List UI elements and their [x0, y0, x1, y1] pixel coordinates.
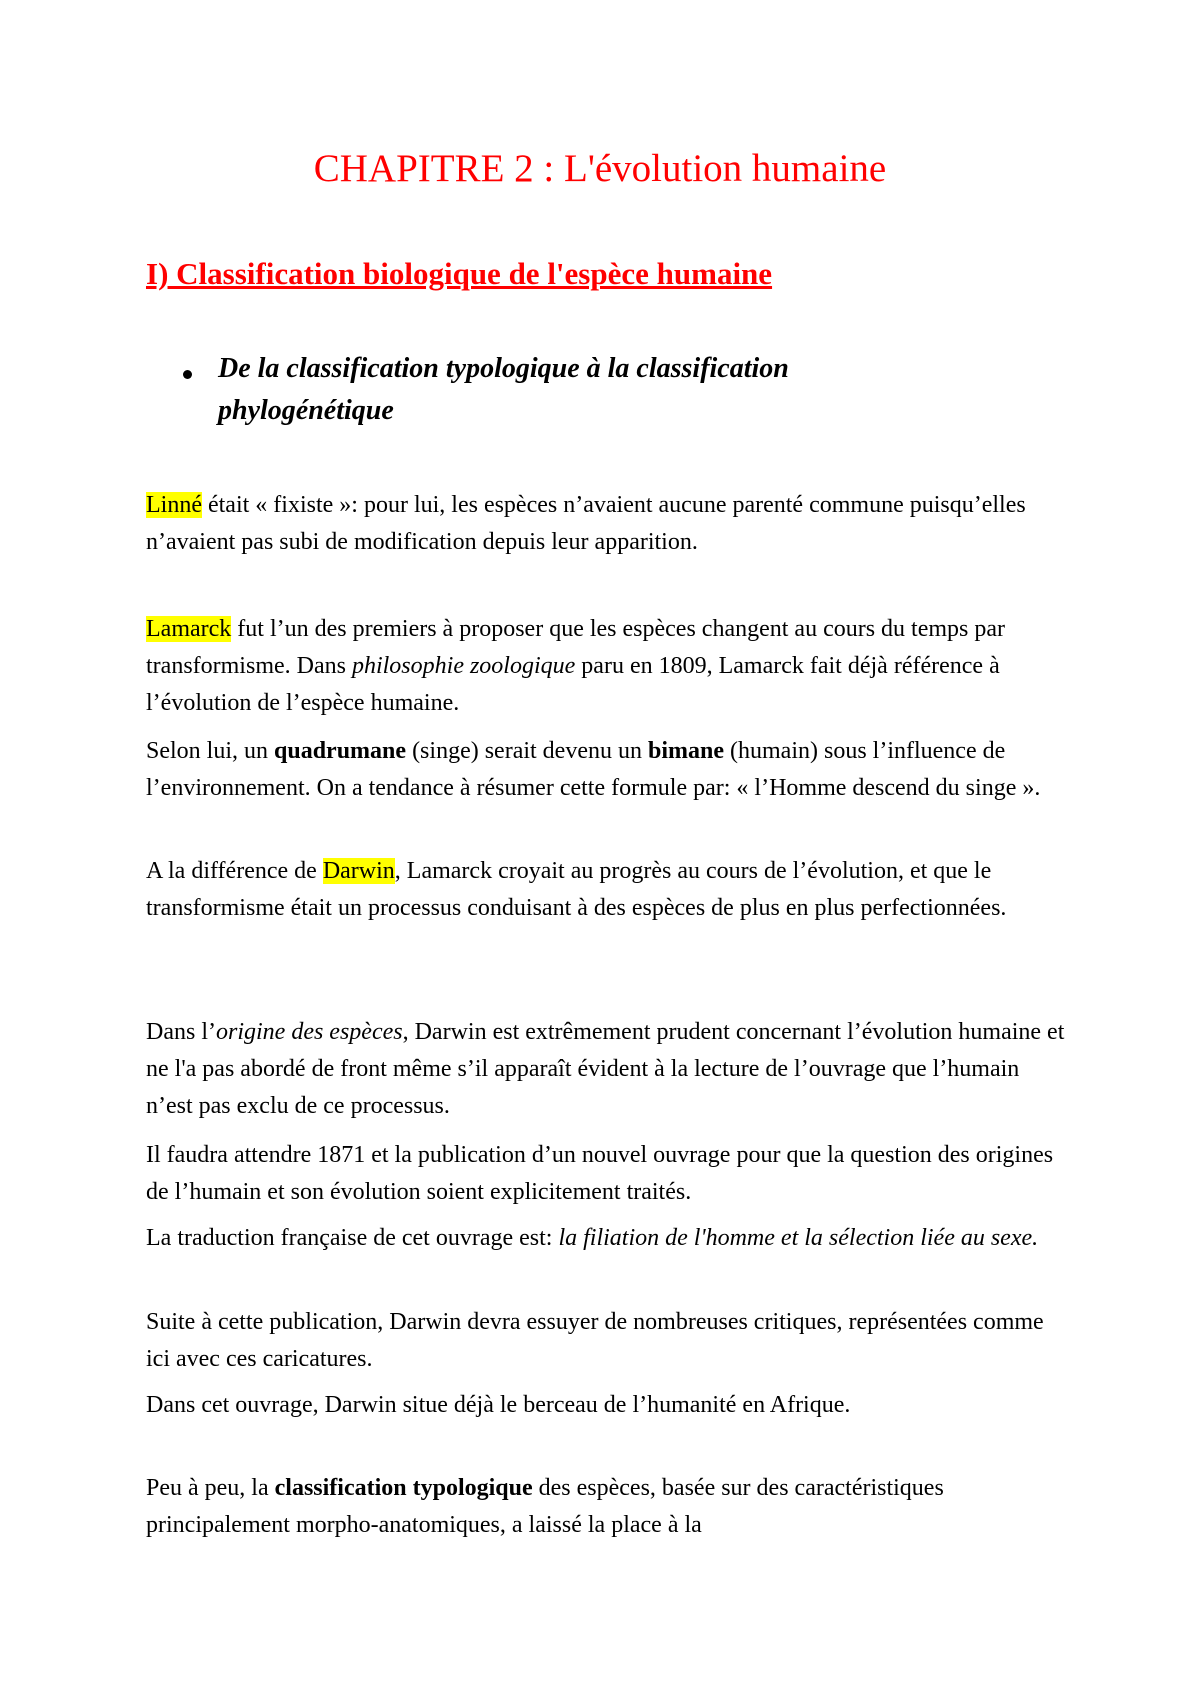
- paragraph-critiques: Suite à cette publication, Darwin devra essuyer de nombreuses critiques, représentées comme ici avec ces caricatures.: [146, 1309, 1044, 1372]
- paragraph-text: (humain) sous l’influence de l’environnement. On a tendance à résumer cette formule par: « l’Homme descend du singe ».: [146, 738, 1041, 801]
- term-bold: classification typologique: [274, 1475, 533, 1501]
- bullet-item: [180, 348, 940, 432]
- paragraph-linne: [146, 487, 1066, 561]
- book-title-italic: philosophie zoologique: [351, 653, 576, 679]
- paragraph-traduction: [146, 1220, 1066, 1257]
- paragraph-classification: [146, 1470, 1066, 1544]
- paragraph-selon-lui: [146, 733, 1066, 807]
- bullet-text: De la classification typologique à la classification phylogénétique: [218, 353, 789, 426]
- paragraph-origine-especes: [146, 1014, 1066, 1125]
- paragraph-text: paru en 1809, Lamarck fait déjà référence à l’évolution de l’espèce humaine.: [146, 653, 1000, 716]
- paragraph-text: , Lamarck croyait au progrès au cours de l’évolution, et que le transformisme était un processus conduisant à des espèces de plus en plus perfectionnées.: [146, 858, 1007, 921]
- chapter-title: CHAPITRE 2 : L'évolution humaine: [313, 147, 887, 190]
- term-bold: bimane: [647, 738, 724, 764]
- paragraph-text: fut l’un des premiers à proposer que les espèces changent au cours du temps par transformisme. Dans: [146, 616, 1006, 679]
- section-title: I) Classification biologique de l'espèce humaine: [146, 256, 773, 291]
- book-title-italic: la filiation de l'homme et la sélection liée au sexe.: [558, 1225, 1039, 1251]
- paragraph-text: Peu à peu, la: [146, 1475, 275, 1501]
- paragraph-1871: Il faudra attendre 1871 et la publication d’un nouvel ouvrage pour que la question des origines de l’humain et son évolution soient explicitement traités.: [146, 1142, 1054, 1205]
- book-title-italic: origine des espèces: [215, 1019, 403, 1045]
- highlight-darwin: Darwin: [322, 858, 395, 884]
- paragraph-difference-darwin: [146, 853, 1066, 927]
- paragraph-text: Selon lui, un: [146, 738, 275, 764]
- paragraph-text: (singe) serait devenu un: [406, 738, 648, 764]
- paragraph-afrique: Dans cet ouvrage, Darwin situe déjà le berceau de l’humanité en Afrique.: [146, 1392, 851, 1418]
- paragraph-text: , Darwin est extrêmement prudent concernant l’évolution humaine et ne l'a pas abordé de front même s’il apparaît évident à la lecture de l’ouvrage que l’humain n’est pas exclu de ce processus.: [146, 1019, 1065, 1119]
- bullet-icon: [183, 370, 192, 379]
- paragraph-text: A la différence de: [146, 858, 323, 884]
- paragraph-text: La traduction française de cet ouvrage est:: [146, 1225, 559, 1251]
- paragraph-text: Dans l’: [146, 1019, 216, 1045]
- paragraph-lamarck: [146, 611, 1066, 722]
- highlight-lamarck: Lamarck: [146, 616, 232, 642]
- term-bold: quadrumane: [274, 738, 407, 764]
- paragraph-text: des espèces, basée sur des caractéristiques principalement morpho-anatomiques, a laissé la place à la: [146, 1475, 944, 1538]
- paragraph-text: était « fixiste »: pour lui, les espèces n’avaient aucune parenté commune puisqu’elles n’avaient pas subi de modification depuis leur apparition.: [146, 492, 1026, 555]
- highlight-linne: Linné: [146, 492, 202, 518]
